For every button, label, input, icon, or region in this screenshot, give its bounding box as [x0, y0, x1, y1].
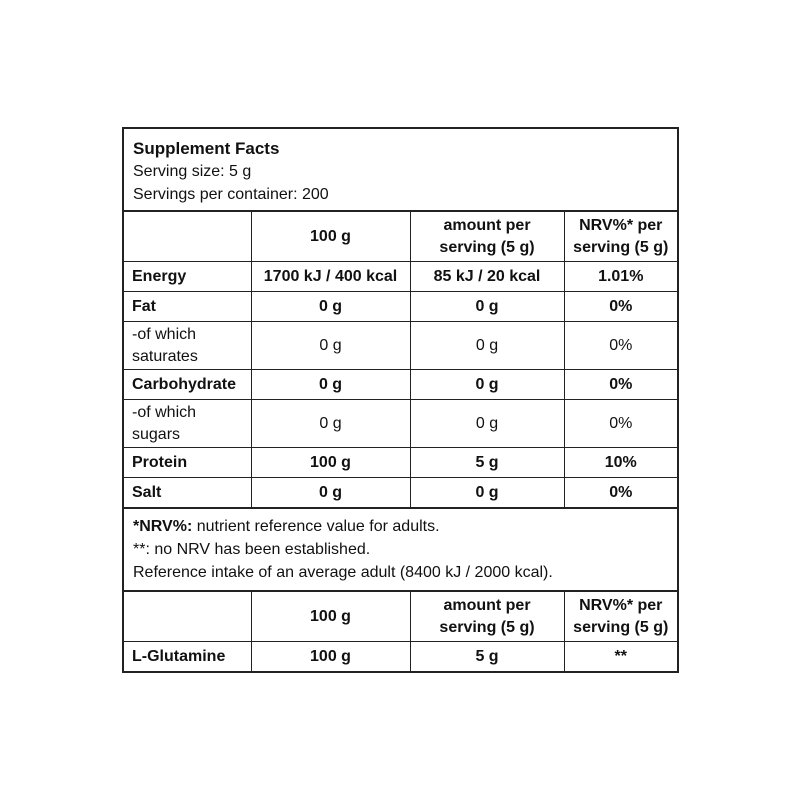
- table-row: [124, 370, 677, 400]
- header-nrv: NRV%* per serving (5 g): [564, 212, 677, 262]
- nutrient-nrv: 10%: [564, 448, 677, 478]
- header-nrv: NRV%* per serving (5 g): [564, 592, 677, 642]
- table-row: [124, 642, 677, 672]
- nutrient-name: -of which sugars: [124, 400, 251, 448]
- nutrient-per100: 0 g: [251, 400, 410, 448]
- footnotes: [124, 507, 677, 592]
- header-per100: 100 g: [251, 212, 410, 262]
- supplement-name: L-Glutamine: [124, 642, 251, 672]
- supplement-table-header: [124, 592, 677, 642]
- table-row: [124, 292, 677, 322]
- nutrition-table: [124, 212, 677, 507]
- header-per-serving: amount per serving (5 g): [410, 592, 564, 642]
- nutrient-per-serving: 0 g: [410, 370, 564, 400]
- table-row: [124, 262, 677, 292]
- header-empty-cell: [124, 212, 251, 262]
- no-nrv-footnote: **: no NRV has been established.: [133, 541, 371, 558]
- header-per-serving: amount per serving (5 g): [410, 212, 564, 262]
- supplement-per100: 100 g: [251, 642, 410, 672]
- nutrient-name: Carbohydrate: [124, 370, 251, 400]
- label-title: Supplement Facts: [133, 139, 280, 158]
- nutrient-nrv: 0%: [564, 478, 677, 508]
- nutrient-per-serving: 0 g: [410, 478, 564, 508]
- nutrient-name: -of which saturates: [124, 322, 251, 370]
- nutrient-per100: 100 g: [251, 448, 410, 478]
- nutrient-per100: 0 g: [251, 370, 410, 400]
- supplement-facts-label: [122, 127, 679, 673]
- supplement-table: [124, 592, 677, 671]
- nutrient-nrv: 0%: [564, 322, 677, 370]
- supplement-per-serving: 5 g: [410, 642, 564, 672]
- nutrient-name: Protein: [124, 448, 251, 478]
- nutrient-nrv: 1.01%: [564, 262, 677, 292]
- table-row: [124, 322, 677, 370]
- nutrient-per-serving: 0 g: [410, 400, 564, 448]
- nutrient-per100: 0 g: [251, 292, 410, 322]
- nutrient-name: Salt: [124, 478, 251, 508]
- nutrient-per100: 0 g: [251, 322, 410, 370]
- nutrient-per-serving: 5 g: [410, 448, 564, 478]
- header-per100: 100 g: [251, 592, 410, 642]
- nutrient-per-serving: 85 kJ / 20 kcal: [410, 262, 564, 292]
- nutrient-per100: 0 g: [251, 478, 410, 508]
- servings-per-container: Servings per container: 200: [133, 186, 329, 203]
- nutrient-per100: 1700 kJ / 400 kcal: [251, 262, 410, 292]
- nutrient-per-serving: 0 g: [410, 322, 564, 370]
- nutrient-name: Energy: [124, 262, 251, 292]
- label-header: [124, 129, 677, 212]
- header-empty-cell: [124, 592, 251, 642]
- nrv-footnote: [133, 515, 669, 538]
- supplement-nrv: **: [564, 642, 677, 672]
- nutrient-nrv: 0%: [564, 370, 677, 400]
- reference-intake-footnote: Reference intake of an average adult (8400 kJ / 2000 kcal).: [133, 564, 553, 581]
- nutrient-nrv: 0%: [564, 292, 677, 322]
- table-row: [124, 448, 677, 478]
- nrv-term: *NRV%:: [133, 518, 193, 535]
- nutrition-table-header: [124, 212, 677, 262]
- serving-size: Serving size: 5 g: [133, 163, 252, 180]
- nutrient-nrv: 0%: [564, 400, 677, 448]
- table-row: [124, 400, 677, 448]
- table-row: [124, 478, 677, 508]
- nrv-definition: nutrient reference value for adults.: [192, 518, 440, 535]
- nutrient-name: Fat: [124, 292, 251, 322]
- nutrient-per-serving: 0 g: [410, 292, 564, 322]
